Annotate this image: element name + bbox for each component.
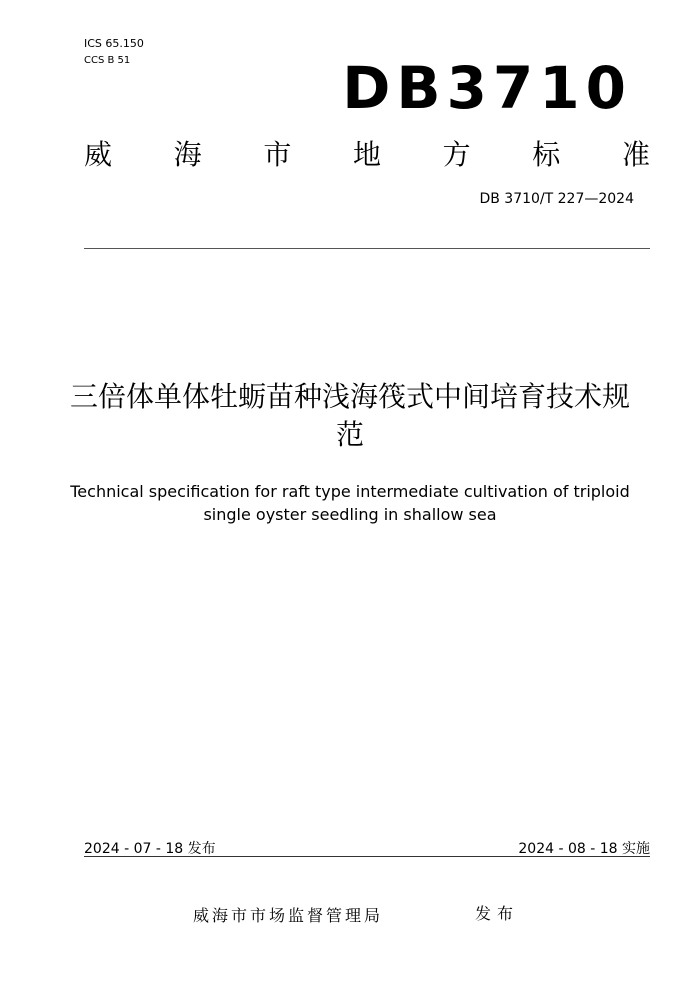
standard-category-char: 威 [84,138,113,171]
english-title: Technical specification for raft type intermediate cultivation of triploid single oyster seedling in shallow sea [70,482,630,524]
standard-category-char: 市 [263,138,292,171]
standard-category-char: 方 [442,138,471,171]
standard-number: DB3710 [342,54,632,122]
ccs-code: CCS B 51 [84,55,131,66]
issue-date: 2024 - 07 - 18 发布 [84,841,216,857]
implementation-date: 2024 - 08 - 18 实施 [518,841,650,857]
issuing-authority: 威海市市场监督管理局 [193,906,384,925]
standard-category-char: 地 [352,138,381,171]
footer-divider [84,856,650,857]
standard-category-char: 海 [173,138,202,171]
standard-category [84,138,650,172]
standard-category-char: 准 [621,138,650,171]
header-divider [84,248,650,249]
chinese-title: 三倍体单体牡蛎苗种浅海筏式中间培育技术规范 [69,380,630,451]
standard-category-char: 标 [532,138,561,171]
issue-label: 发布 [475,904,520,923]
ics-code: ICS 65.150 [84,37,144,50]
document-code: DB 3710/T 227—2024 [479,191,634,207]
